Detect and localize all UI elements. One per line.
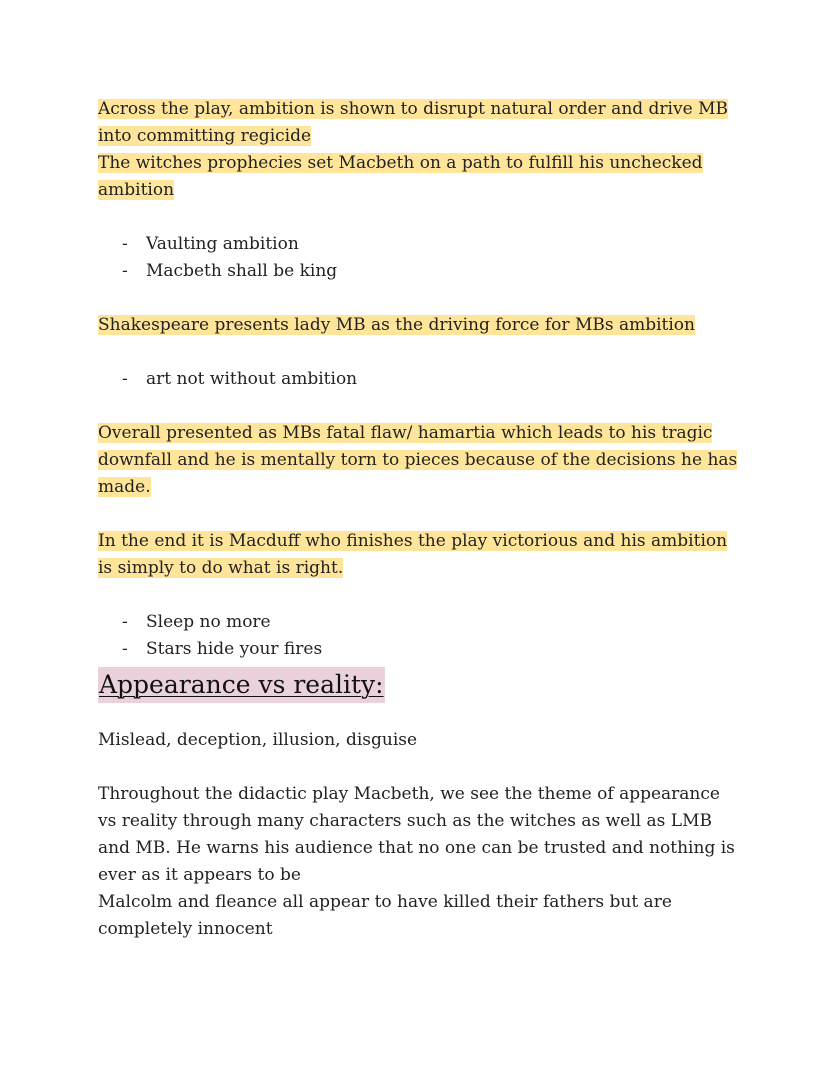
ambition-paragraph-lady-mb [98, 312, 738, 339]
quote-list-vaulting [98, 231, 738, 285]
bullet-dash: - [122, 639, 128, 659]
list-item-text: Vaulting ambition [146, 234, 299, 254]
list-item-text: Stars hide your fires [146, 639, 323, 659]
ambition-paragraph-prophecies [98, 150, 738, 204]
blank-line [98, 204, 738, 231]
highlighted-text: Shakespeare presents lady MB as the driving force for MBs ambition [98, 315, 695, 335]
quote-list-sleep [98, 609, 738, 663]
bullet-dash: - [122, 612, 128, 632]
section-heading-appearance-vs-reality: Appearance vs reality: [98, 667, 385, 703]
list-item [98, 258, 738, 285]
ambition-paragraph-fatal-flaw [98, 420, 738, 501]
blank-line [98, 501, 738, 528]
document-page [98, 96, 738, 943]
appearance-paragraph-didactic: Throughout the didactic play Macbeth, we see the theme of appearance vs reality through many characters such as the witches as well as LMB and MB. He warns his audience that no one can be trusted and nothing is ever as it appears to be [98, 784, 735, 885]
list-item-text: Sleep no more [146, 612, 271, 632]
list-item-text: Macbeth shall be king [146, 261, 338, 281]
ambition-paragraph-macduff [98, 528, 738, 582]
bullet-dash: - [122, 234, 128, 254]
list-item [98, 366, 738, 393]
quote-list-art [98, 366, 738, 393]
blank-line [98, 285, 738, 312]
blank-line [98, 393, 738, 420]
highlighted-text: In the end it is Macduff who finishes the play victorious and his ambition is simply to do what is right. [98, 531, 728, 578]
blank-line [98, 339, 738, 366]
list-item [98, 231, 738, 258]
appearance-paragraph-malcolm: Malcolm and fleance all appear to have killed their fathers but are completely innocent [98, 892, 672, 939]
highlighted-text: The witches prophecies set Macbeth on a path to fulfill his unchecked ambition [98, 153, 703, 200]
list-item-text: art not without ambition [146, 369, 358, 389]
section-heading-wrapper [98, 663, 738, 727]
list-item [98, 636, 738, 663]
highlighted-text: Across the play, ambition is shown to disrupt natural order and drive MB into committing regicide [98, 99, 728, 146]
ambition-paragraph-regicide [98, 96, 738, 150]
bullet-dash: - [122, 369, 128, 389]
list-item [98, 609, 738, 636]
appearance-keywords: Mislead, deception, illusion, disguise [98, 730, 418, 750]
blank-line [98, 582, 738, 609]
blank-line [98, 754, 738, 781]
bullet-dash: - [122, 261, 128, 281]
highlighted-text: Overall presented as MBs fatal flaw/ hamartia which leads to his tragic downfall and he is mentally torn to pieces because of the decisions he has made. [98, 423, 738, 497]
